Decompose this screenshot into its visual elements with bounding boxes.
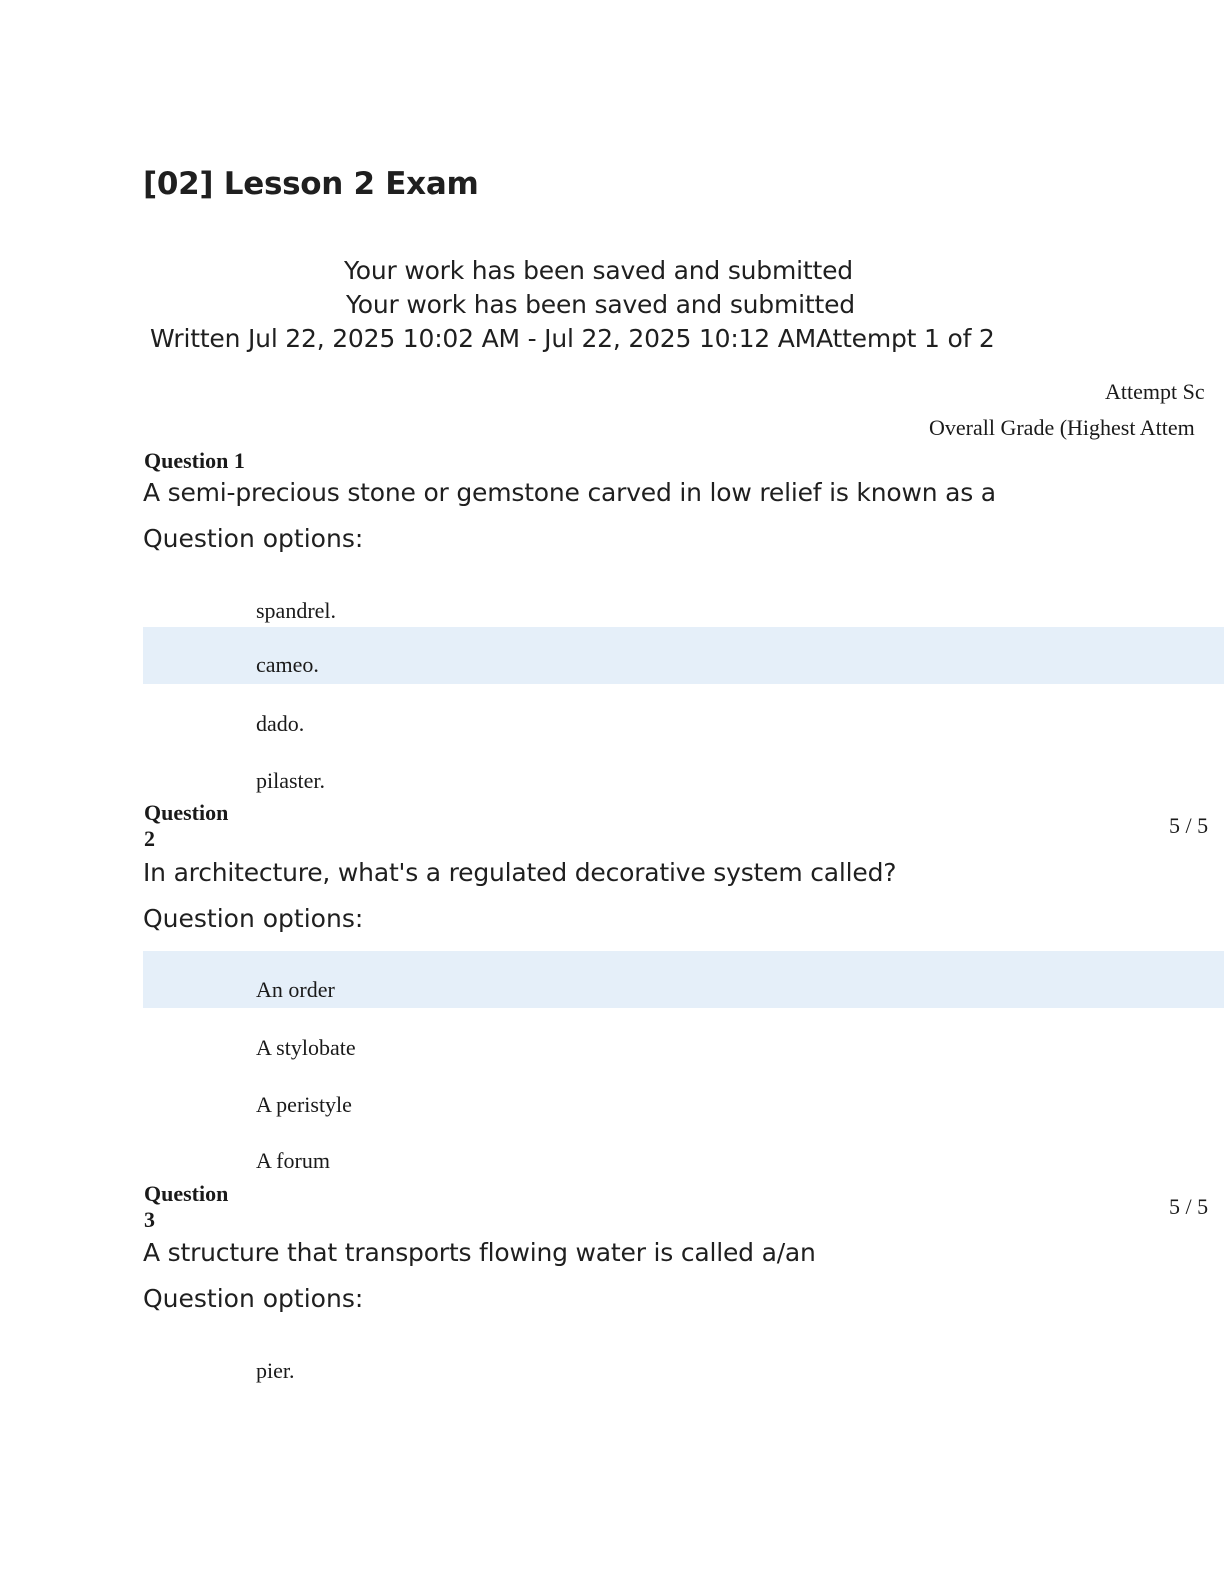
question-1-option-spandrel[interactable] [143,573,1224,630]
question-3-option-pier[interactable] [143,1333,1224,1390]
overall-grade-label: Overall Grade (Highest Attem [929,415,1195,440]
question-1-option-cameo-selected[interactable] [143,627,1224,684]
question-1-text: A semi-precious stone or gemstone carved in low relief is known as a [143,478,996,507]
question-2-score: 5 / 5 [1169,813,1209,838]
option-text: A forum [256,1148,330,1173]
question-2-option-a-peristyle[interactable] [143,1067,1224,1124]
saved-status-text: Your work has been saved and submitted [344,256,853,285]
question-3-label [144,1181,228,1233]
question-2-option-a-stylobate[interactable] [143,1010,1224,1067]
question-3-label-word: Question [144,1181,229,1206]
page-title: [02] Lesson 2 Exam [143,166,479,202]
option-text: A stylobate [256,1035,356,1060]
attempt-score-label: Attempt Sc [1105,379,1205,404]
option-text: spandrel. [256,598,337,623]
option-text: pier. [256,1358,295,1383]
question-3-options-label: Question options: [143,1284,364,1313]
question-1-options-label: Question options: [143,524,364,553]
question-2-option-an-order-selected[interactable] [143,951,1224,1008]
option-text: dado. [256,711,305,736]
question-3-label-number: 3 [144,1207,155,1232]
option-text: A peristyle [256,1092,352,1117]
question-2-text: In architecture, what's a regulated decorative system called? [143,858,897,887]
question-3-score: 5 / 5 [1169,1194,1209,1219]
question-1-option-pilaster[interactable] [143,743,1224,800]
question-3-text: A structure that transports flowing water is called a/an [143,1238,816,1267]
option-text: An order [256,977,335,1002]
question-1-label: Question 1 [144,448,245,473]
option-text: cameo. [256,652,319,677]
saved-status-text-repeat: Your work has been saved and submitted [346,290,855,319]
question-2-options-label: Question options: [143,904,364,933]
question-1-option-dado[interactable] [143,686,1224,743]
question-2-option-a-forum[interactable] [143,1123,1224,1180]
question-2-label-number: 2 [144,826,155,851]
question-2-label-word: Question [144,800,229,825]
question-2-label [144,800,228,852]
option-text: pilaster. [256,768,326,793]
attempt-timestamp-text: Written Jul 22, 2025 10:02 AM - Jul 22, 2025 10:12 AMAttempt 1 of 2 [150,324,995,353]
